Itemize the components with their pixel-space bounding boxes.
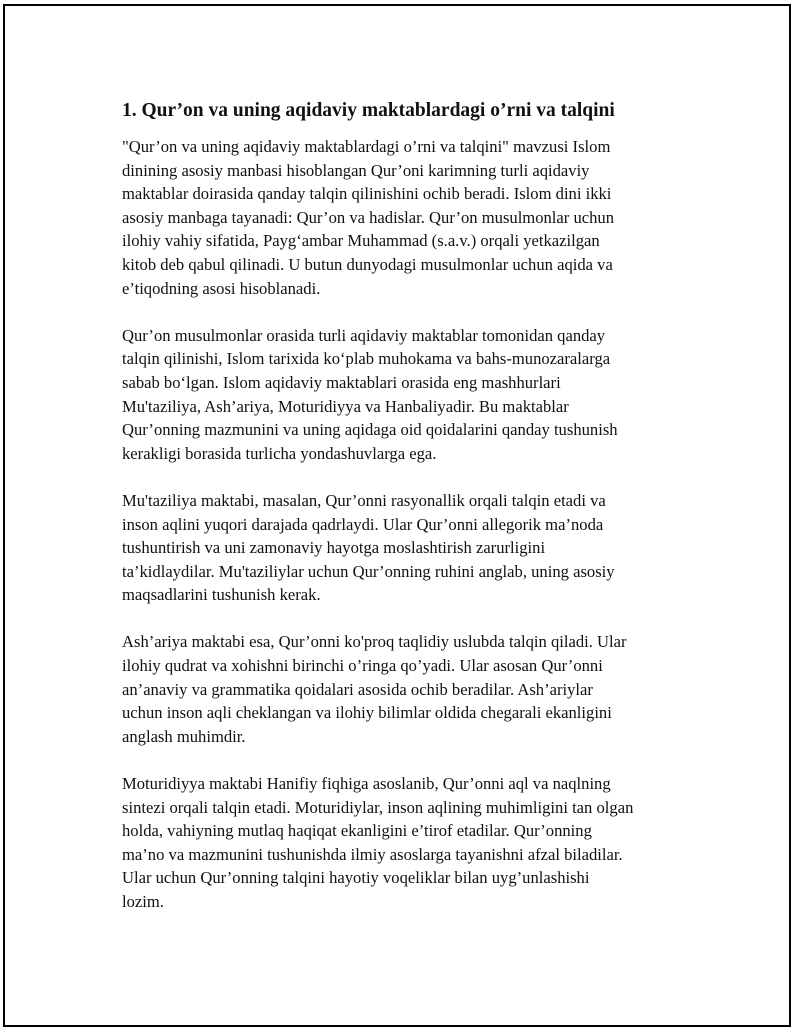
paragraph-moturidiyya: Moturidiyya maktabi Hanifiy fiqhiga asoslanib, Qur’onni aql va naqlning sintezi orqali talqin etadi. Moturidiylar, inson aqlining muhimligini tan olgan holda, vahiyning mutlaq haqiqat ekanligini e’tirof etadilar. Qur’onning ma’no va mazmunini tushunishda ilmiy asoslarga tayanishni afzal biladilar. Ular uchun Qur’onning talqini hayotiy voqeliklar bilan uyg’unlashishi lozim. [122,774,634,911]
document-body [122,98,687,937]
paragraph-schools-overview: Qur’on musulmonlar orasida turli aqidaviy maktablar tomonidan qanday talqin qilinishi, Islom tarixida ko‘plab muhokama va bahs-munozaralarga sabab bo‘lgan. Islom aqidaviy maktablari orasida eng mashhurlari Mu'taziliya, Ash’ariya, Moturidiyya va Hanbaliyadir. Bu maktablar Qur’onning mazmunini va uning aqidaga oid qoidalarini qanday tushunish kerakligi borasida turlicha yondashuvlarga ega. [122,325,618,463]
paragraph-ashariya: Ash’ariya maktabi esa, Qur’onni ko'proq taqlidiy uslubda talqin qiladi. Ular ilohiy qudrat va xohishni birinchi o’ringa qo’yadi. Ular asosan Qur’onni an’anaviy va grammatika qoidalari asosida ochib beradilar. Ash’ariylar uchun inson aqli cheklangan va ilohiy bilimlar oldida chegarali ekanligini anglash muhimdir. [122,632,627,746]
paragraph-mutaziliya: Mu'taziliya maktabi, masalan, Qur’onni rasyonallik orqali talqin etadi va inson aqlini yuqori darajada qadrlaydi. Ular Qur’onni allegorik ma’noda tushuntirish va uni zamonaviy hayotga moslashtirish zarurligini ta’kidlaydilar. Mu'taziliylar uchun Qur’onning ruhini anglab, uning asosiy maqsadlarini tushunish kerak. [122,490,615,605]
paragraph-intro: "Qur’on va uning aqidaviy maktablardagi o’rni va talqini" mavzusi Islom dinining asosiy manbasi hisoblangan Qur’oni karimning turli aqidaviy maktablar doirasida qanday talqin qilinishini ochib beradi. Islom dini ikki asosiy manbaga tayanadi: Qur’on va hadislar. Qur’on musulmonlar uchun ilohiy vahiy sifatida, Payg‘ambar Muhammad (s.a.v.) orqali yetkazilgan kitob deb qabul qilinadi. U butun dunyodagi musulmonlar uchun aqida va e’tiqodning asosi hisoblanadi. [122,137,615,298]
document-page [3,4,791,1027]
section-heading: 1. Qur’on va uning aqidaviy maktablardagi o’rni va talqini [122,100,615,121]
